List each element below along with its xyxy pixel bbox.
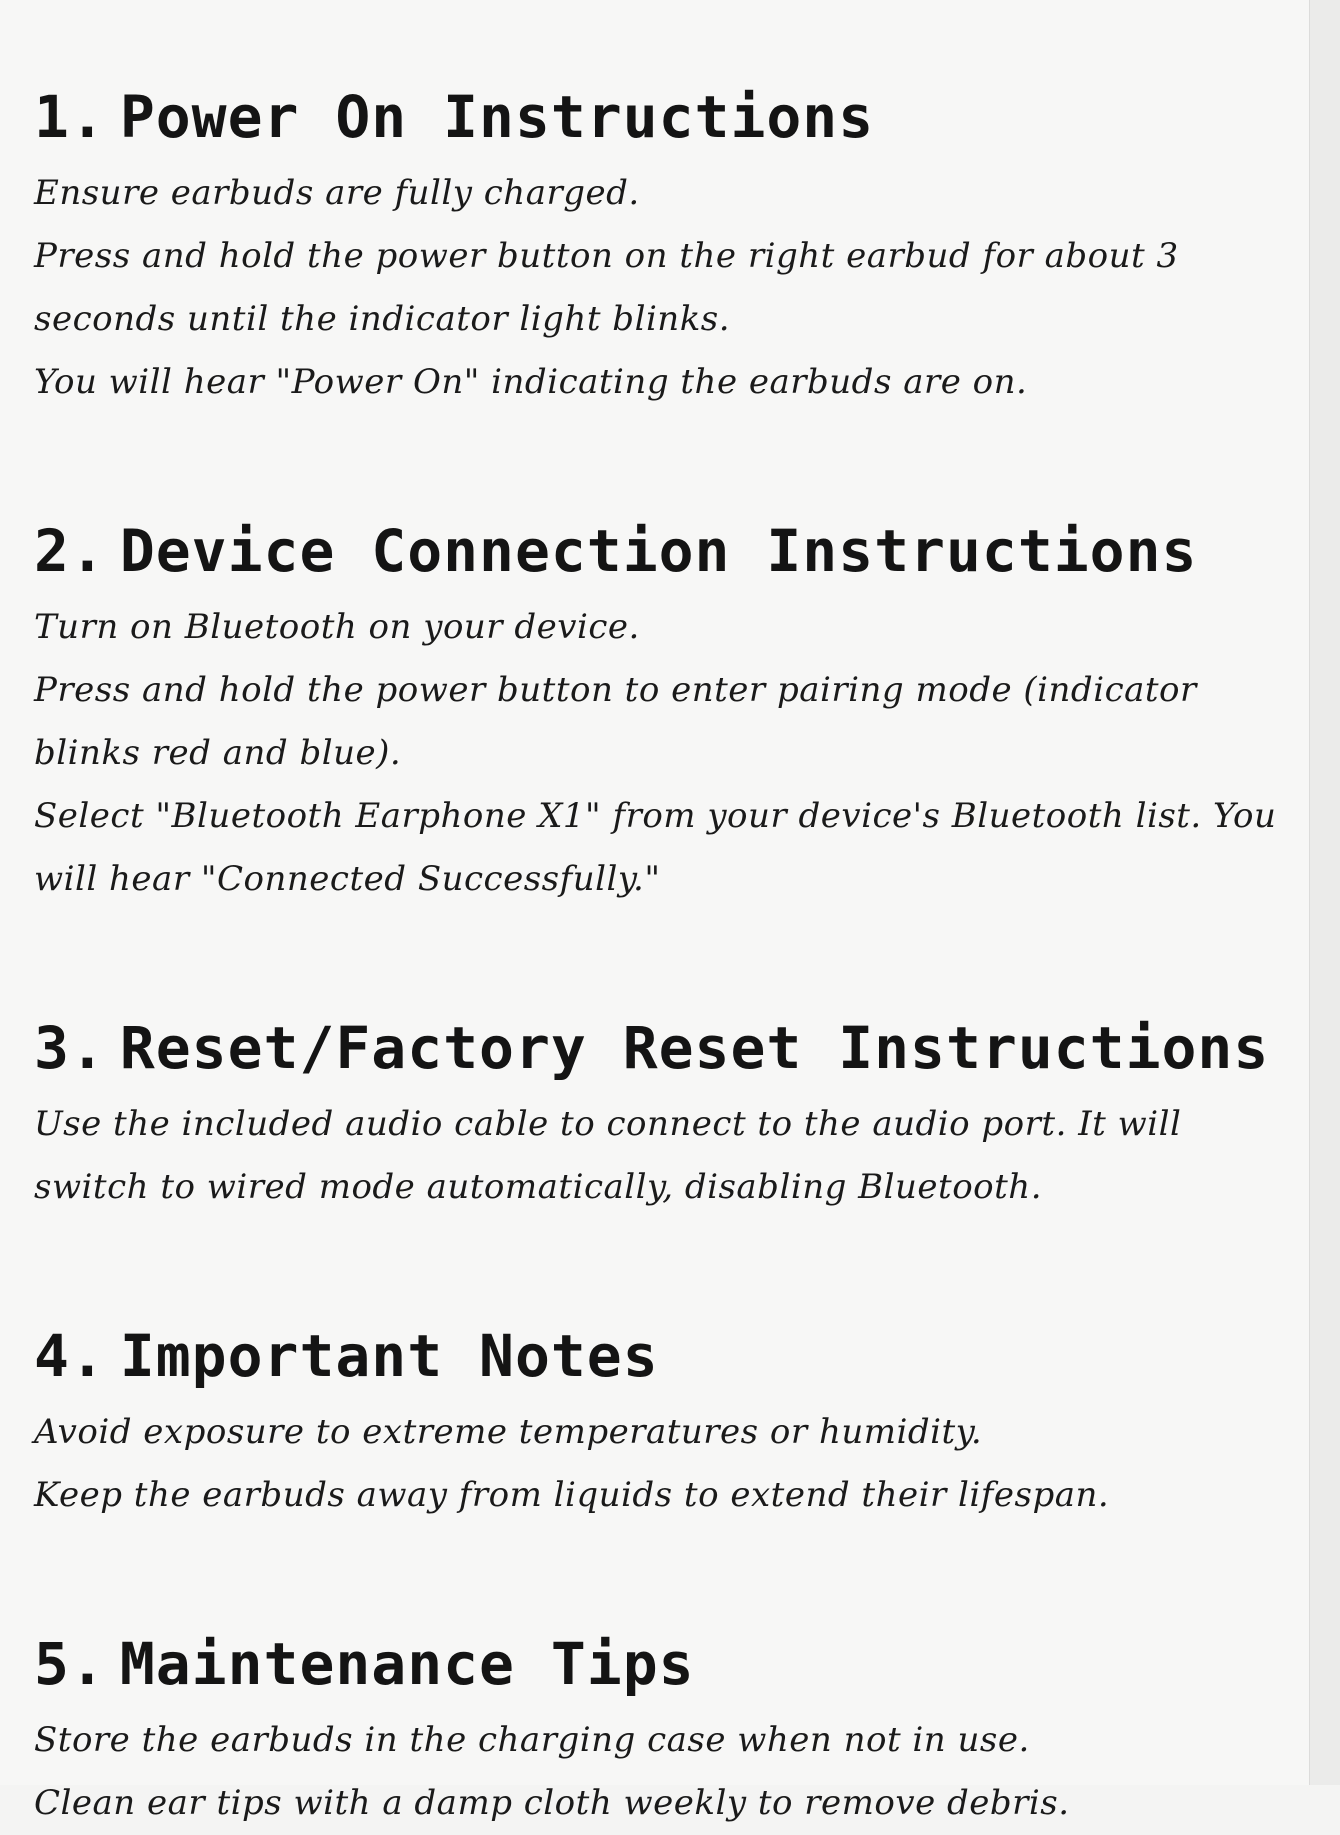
instruction-text: You will hear "Power On" indicating the earbuds are on. <box>34 362 1028 402</box>
page-edge <box>1309 0 1340 1785</box>
section-reset <box>34 1003 1286 1219</box>
instruction-text: Keep the earbuds away from liquids to extend their lifespan. <box>34 1475 1110 1515</box>
section-title: Power On Instructions <box>119 83 875 151</box>
section-number: 4. <box>34 1322 106 1390</box>
section-power-on <box>34 72 1286 414</box>
section-title: Device Connection Instructions <box>119 517 1198 585</box>
section-number: 2. <box>34 517 106 585</box>
instruction-text: Use the included audio cable to connect to the audio port. It will switch to wired mode automatically, disabling Bluetooth. <box>34 1104 1182 1207</box>
section-heading <box>34 506 1286 596</box>
section-heading <box>34 1311 1286 1401</box>
section-heading <box>34 1619 1286 1709</box>
instruction-text: Press and hold the power button to enter pairing mode (indicator blinks red and blue). <box>34 670 1197 773</box>
section-maintenance <box>34 1619 1286 1835</box>
section-heading <box>34 1003 1286 1093</box>
section-spacer <box>34 1219 1286 1311</box>
instruction-text: Select "Bluetooth Earphone X1" from your device's Bluetooth list. You will hear "Connected Successfully." <box>34 796 1277 899</box>
instruction-text: Press and hold the power button on the right earbud for about 3 seconds until the indicator light blinks. <box>34 236 1179 339</box>
section-title: Maintenance Tips <box>119 1630 695 1698</box>
instruction-text: Store the earbuds in the charging case when not in use. <box>34 1720 1030 1760</box>
section-spacer <box>34 414 1286 506</box>
section-number: 3. <box>34 1014 106 1082</box>
instruction-text: Clean ear tips with a damp cloth weekly to remove debris. <box>34 1783 1070 1823</box>
section-heading <box>34 72 1286 162</box>
section-spacer <box>34 1527 1286 1619</box>
instruction-text: Avoid exposure to extreme temperatures or humidity. <box>34 1412 983 1452</box>
section-important-notes <box>34 1311 1286 1527</box>
section-title: Important Notes <box>119 1322 659 1390</box>
section-number: 5. <box>34 1630 106 1698</box>
section-spacer <box>34 911 1286 1003</box>
instruction-text: Turn on Bluetooth on your device. <box>34 607 640 647</box>
instruction-text: Ensure earbuds are fully charged. <box>34 173 640 213</box>
section-title: Reset/Factory Reset Instructions <box>119 1014 1270 1082</box>
section-number: 1. <box>34 83 106 151</box>
section-device-connection <box>34 506 1286 911</box>
